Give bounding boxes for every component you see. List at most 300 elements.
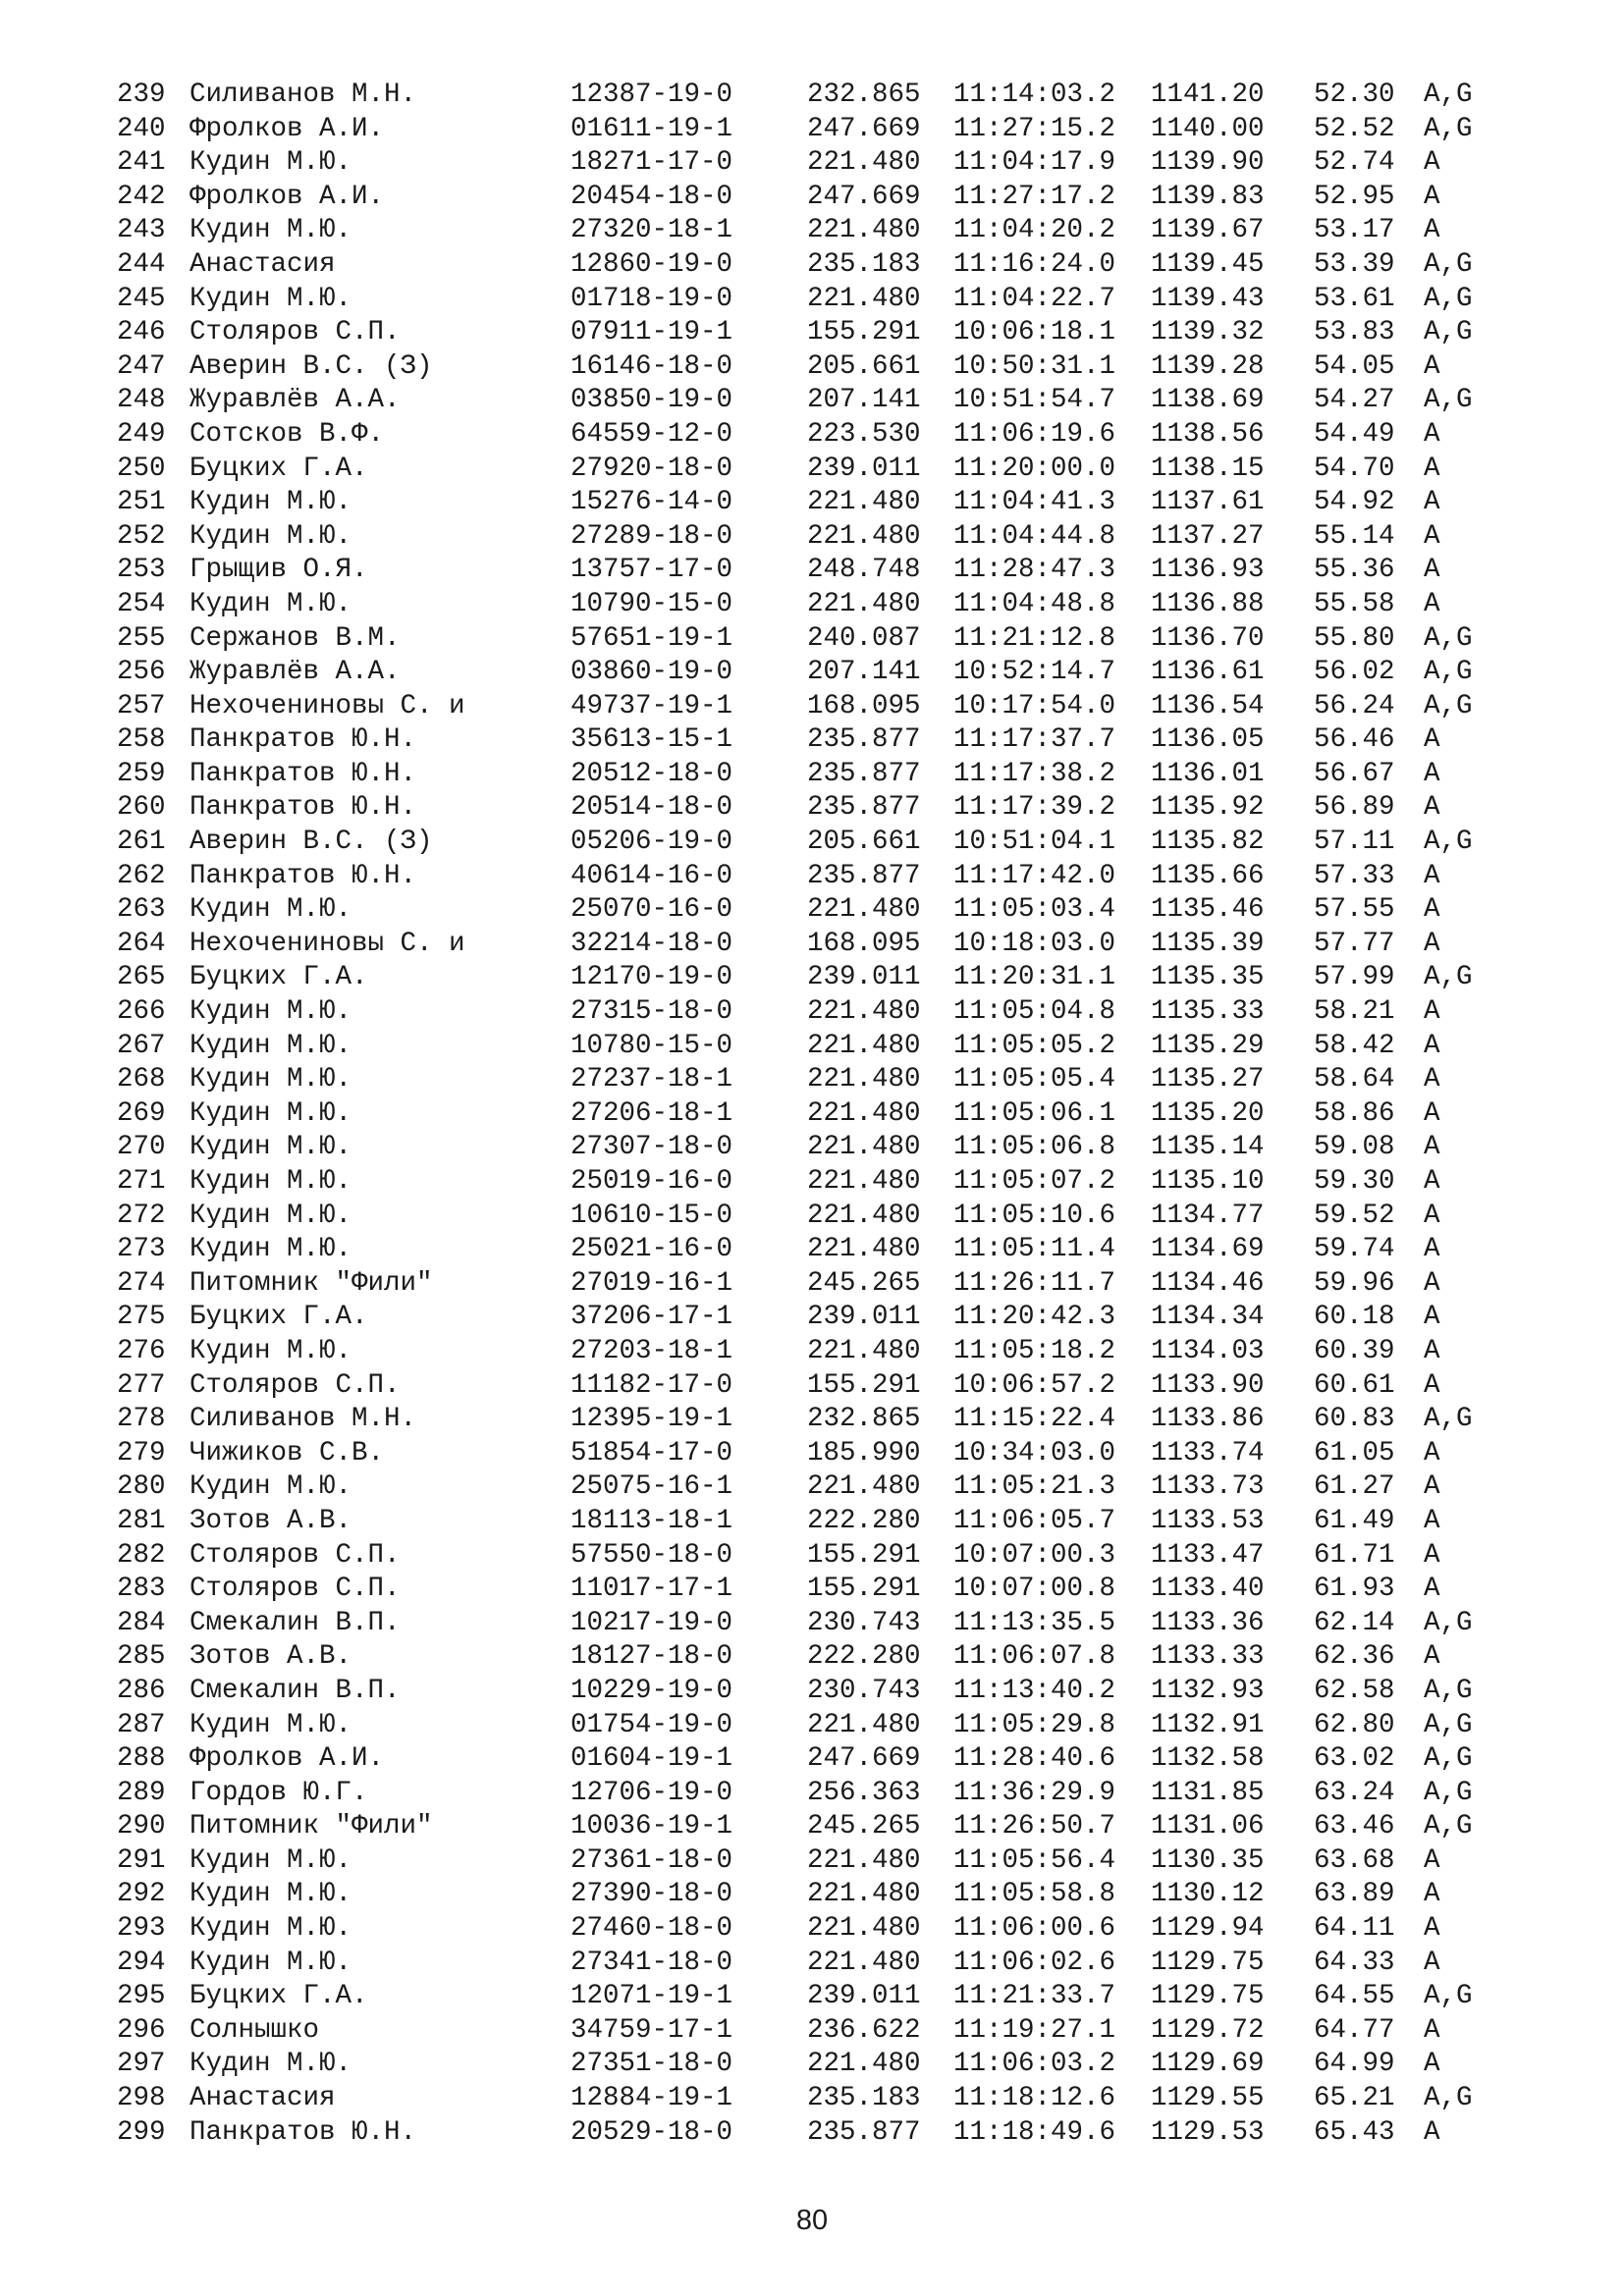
table-row xyxy=(117,1403,1531,1437)
table-row xyxy=(117,690,1531,724)
speed-cell: 1133.53 xyxy=(1151,1505,1265,1536)
arrival-time-cell: 11:05:05.4 xyxy=(953,1064,1116,1095)
arrival-time-cell: 11:36:29.9 xyxy=(953,1777,1116,1808)
flags-cell: A xyxy=(1424,181,1440,212)
distance-cell: 239.011 xyxy=(807,1302,921,1333)
ring-number-cell: 25021-16-0 xyxy=(570,1234,733,1265)
table-row xyxy=(117,1607,1531,1641)
arrival-time-cell: 11:28:40.6 xyxy=(953,1743,1116,1775)
table-row xyxy=(117,1573,1531,1607)
arrival-time-cell: 11:06:03.2 xyxy=(953,2049,1116,2080)
distance-cell: 221.480 xyxy=(807,215,921,246)
table-row xyxy=(117,453,1531,487)
place-cell: 263 xyxy=(117,894,166,926)
arrival-time-cell: 11:27:15.2 xyxy=(953,113,1116,144)
arrival-time-cell: 11:05:05.2 xyxy=(953,1030,1116,1061)
flags-cell: A,G xyxy=(1424,1981,1473,2012)
coefficient-cell: 63.68 xyxy=(1314,1844,1395,1876)
table-row xyxy=(117,1233,1531,1267)
distance-cell: 205.661 xyxy=(807,827,921,858)
speed-cell: 1133.47 xyxy=(1151,1539,1265,1571)
coefficient-cell: 52.52 xyxy=(1314,113,1395,144)
table-row xyxy=(117,2116,1531,2151)
coefficient-cell: 54.49 xyxy=(1314,418,1395,450)
owner-name-cell: Кудин М.Ю. xyxy=(189,1200,352,1231)
arrival-time-cell: 11:20:00.0 xyxy=(953,453,1116,484)
place-cell: 278 xyxy=(117,1404,166,1435)
arrival-time-cell: 11:05:29.8 xyxy=(953,1709,1116,1740)
ring-number-cell: 27019-16-1 xyxy=(570,1267,733,1299)
place-cell: 283 xyxy=(117,1574,166,1605)
flags-cell: A,G xyxy=(1424,827,1473,858)
ring-number-cell: 27315-18-0 xyxy=(570,996,733,1028)
coefficient-cell: 60.61 xyxy=(1314,1369,1395,1401)
table-row xyxy=(117,486,1531,520)
place-cell: 268 xyxy=(117,1064,166,1095)
place-cell: 261 xyxy=(117,827,166,858)
distance-cell: 221.480 xyxy=(807,2049,921,2080)
coefficient-cell: 53.17 xyxy=(1314,215,1395,246)
flags-cell: A xyxy=(1424,2116,1440,2148)
flags-cell: A,G xyxy=(1424,248,1473,280)
owner-name-cell: Буцких Г.А. xyxy=(189,1302,368,1333)
table-row xyxy=(117,1267,1531,1302)
owner-name-cell: Кудин М.Ю. xyxy=(189,1471,352,1503)
place-cell: 288 xyxy=(117,1743,166,1775)
flags-cell: A,G xyxy=(1424,962,1473,993)
table-row xyxy=(117,1709,1531,1743)
coefficient-cell: 59.52 xyxy=(1314,1200,1395,1231)
distance-cell: 155.291 xyxy=(807,1539,921,1571)
place-cell: 290 xyxy=(117,1811,166,1842)
ring-number-cell: 34759-17-1 xyxy=(570,2014,733,2046)
speed-cell: 1134.34 xyxy=(1151,1302,1265,1333)
distance-cell: 221.480 xyxy=(807,1947,921,1978)
speed-cell: 1129.94 xyxy=(1151,1913,1265,1945)
distance-cell: 221.480 xyxy=(807,1335,921,1366)
owner-name-cell: Кудин М.Ю. xyxy=(189,894,352,926)
distance-cell: 205.661 xyxy=(807,350,921,382)
table-row xyxy=(117,1369,1531,1404)
speed-cell: 1137.61 xyxy=(1151,487,1265,518)
place-cell: 264 xyxy=(117,928,166,959)
coefficient-cell: 54.27 xyxy=(1314,385,1395,416)
table-row xyxy=(117,995,1531,1030)
speed-cell: 1130.12 xyxy=(1151,1879,1265,1910)
flags-cell: A,G xyxy=(1424,1709,1473,1740)
distance-cell: 221.480 xyxy=(807,1030,921,1061)
flags-cell: A xyxy=(1424,1200,1440,1231)
flags-cell: A,G xyxy=(1424,2083,1473,2114)
arrival-time-cell: 11:04:20.2 xyxy=(953,215,1116,246)
speed-cell: 1134.69 xyxy=(1151,1234,1265,1265)
distance-cell: 232.865 xyxy=(807,80,921,110)
coefficient-cell: 65.21 xyxy=(1314,2083,1395,2114)
place-cell: 275 xyxy=(117,1302,166,1333)
ring-number-cell: 27341-18-0 xyxy=(570,1947,733,1978)
speed-cell: 1129.55 xyxy=(1151,2083,1265,2114)
speed-cell: 1138.56 xyxy=(1151,418,1265,450)
flags-cell: A xyxy=(1424,1574,1440,1605)
table-row xyxy=(117,316,1531,350)
table-row xyxy=(117,723,1531,758)
arrival-time-cell: 10:52:14.7 xyxy=(953,657,1116,688)
arrival-time-cell: 11:13:40.2 xyxy=(953,1675,1116,1706)
speed-cell: 1135.66 xyxy=(1151,860,1265,891)
table-row xyxy=(117,1675,1531,1709)
distance-cell: 236.622 xyxy=(807,2014,921,2046)
owner-name-cell: Фролков А.И. xyxy=(189,1743,385,1775)
ring-number-cell: 01718-19-0 xyxy=(570,283,733,314)
flags-cell: A xyxy=(1424,1064,1440,1095)
owner-name-cell: Зотов А.В. xyxy=(189,1641,352,1673)
table-row xyxy=(117,1063,1531,1097)
ring-number-cell: 12860-19-0 xyxy=(570,248,733,280)
distance-cell: 221.480 xyxy=(807,1166,921,1197)
distance-cell: 221.480 xyxy=(807,1913,921,1945)
coefficient-cell: 58.42 xyxy=(1314,1030,1395,1061)
table-row xyxy=(117,2082,1531,2116)
table-row xyxy=(117,791,1531,826)
speed-cell: 1134.46 xyxy=(1151,1267,1265,1299)
ring-number-cell: 32214-18-0 xyxy=(570,928,733,959)
coefficient-cell: 58.21 xyxy=(1314,996,1395,1028)
speed-cell: 1132.93 xyxy=(1151,1675,1265,1706)
coefficient-cell: 65.43 xyxy=(1314,2116,1395,2148)
place-cell: 241 xyxy=(117,147,166,179)
place-cell: 243 xyxy=(117,215,166,246)
arrival-time-cell: 11:21:33.7 xyxy=(953,1981,1116,2012)
place-cell: 296 xyxy=(117,2014,166,2046)
arrival-time-cell: 10:51:54.7 xyxy=(953,385,1116,416)
arrival-time-cell: 10:50:31.1 xyxy=(953,350,1116,382)
flags-cell: A,G xyxy=(1424,113,1473,144)
owner-name-cell: Кудин М.Ю. xyxy=(189,1234,352,1265)
owner-name-cell: Панкратов Ю.Н. xyxy=(189,724,417,756)
owner-name-cell: Кудин М.Ю. xyxy=(189,1064,352,1095)
flags-cell: A,G xyxy=(1424,283,1473,314)
flags-cell: A xyxy=(1424,2049,1440,2080)
arrival-time-cell: 11:28:47.3 xyxy=(953,555,1116,586)
distance-cell: 247.669 xyxy=(807,181,921,212)
coefficient-cell: 58.64 xyxy=(1314,1064,1395,1095)
owner-name-cell: Гордов Ю.Г. xyxy=(189,1777,368,1808)
table-row xyxy=(117,79,1531,113)
coefficient-cell: 59.96 xyxy=(1314,1267,1395,1299)
flags-cell: A xyxy=(1424,1844,1440,1876)
speed-cell: 1130.35 xyxy=(1151,1844,1265,1876)
coefficient-cell: 59.08 xyxy=(1314,1132,1395,1163)
speed-cell: 1135.20 xyxy=(1151,1097,1265,1129)
owner-name-cell: Панкратов Ю.Н. xyxy=(189,792,417,824)
speed-cell: 1141.20 xyxy=(1151,80,1265,110)
flags-cell: A xyxy=(1424,1335,1440,1366)
arrival-time-cell: 11:05:10.6 xyxy=(953,1200,1116,1231)
speed-cell: 1135.27 xyxy=(1151,1064,1265,1095)
owner-name-cell: Столяров С.П. xyxy=(189,1539,401,1571)
distance-cell: 207.141 xyxy=(807,385,921,416)
arrival-time-cell: 11:05:18.2 xyxy=(953,1335,1116,1366)
speed-cell: 1136.70 xyxy=(1151,622,1265,654)
flags-cell: A,G xyxy=(1424,1777,1473,1808)
place-cell: 292 xyxy=(117,1879,166,1910)
speed-cell: 1133.73 xyxy=(1151,1471,1265,1503)
arrival-time-cell: 11:20:31.1 xyxy=(953,962,1116,993)
flags-cell: A xyxy=(1424,1132,1440,1163)
speed-cell: 1135.92 xyxy=(1151,792,1265,824)
owner-name-cell: Кудин М.Ю. xyxy=(189,996,352,1028)
table-row xyxy=(117,1878,1531,1912)
owner-name-cell: Кудин М.Ю. xyxy=(189,1844,352,1876)
table-row xyxy=(117,1097,1531,1132)
speed-cell: 1140.00 xyxy=(1151,113,1265,144)
owner-name-cell: Панкратов Ю.Н. xyxy=(189,860,417,891)
coefficient-cell: 59.30 xyxy=(1314,1166,1395,1197)
coefficient-cell: 55.58 xyxy=(1314,588,1395,619)
distance-cell: 235.183 xyxy=(807,248,921,280)
ring-number-cell: 25019-16-0 xyxy=(570,1166,733,1197)
distance-cell: 221.480 xyxy=(807,588,921,619)
ring-number-cell: 12170-19-0 xyxy=(570,962,733,993)
owner-name-cell: Кудин М.Ю. xyxy=(189,1709,352,1740)
coefficient-cell: 63.89 xyxy=(1314,1879,1395,1910)
flags-cell: A,G xyxy=(1424,1675,1473,1706)
place-cell: 270 xyxy=(117,1132,166,1163)
speed-cell: 1135.82 xyxy=(1151,827,1265,858)
distance-cell: 221.480 xyxy=(807,1844,921,1876)
flags-cell: A xyxy=(1424,520,1440,552)
flags-cell: A,G xyxy=(1424,317,1473,348)
ring-number-cell: 37206-17-1 xyxy=(570,1302,733,1333)
owner-name-cell: Кудин М.Ю. xyxy=(189,1335,352,1366)
owner-name-cell: Нехочениновы С. и xyxy=(189,690,465,721)
place-cell: 282 xyxy=(117,1539,166,1571)
speed-cell: 1139.45 xyxy=(1151,248,1265,280)
table-row xyxy=(117,1505,1531,1539)
ring-number-cell: 16146-18-0 xyxy=(570,350,733,382)
arrival-time-cell: 11:18:12.6 xyxy=(953,2083,1116,2114)
owner-name-cell: Кудин М.Ю. xyxy=(189,520,352,552)
place-cell: 254 xyxy=(117,588,166,619)
owner-name-cell: Фролков А.И. xyxy=(189,181,385,212)
coefficient-cell: 60.83 xyxy=(1314,1404,1395,1435)
place-cell: 258 xyxy=(117,724,166,756)
flags-cell: A,G xyxy=(1424,80,1473,110)
flags-cell: A xyxy=(1424,1947,1440,1978)
table-row xyxy=(117,588,1531,622)
ring-number-cell: 18127-18-0 xyxy=(570,1641,733,1673)
flags-cell: A xyxy=(1424,894,1440,926)
table-row xyxy=(117,961,1531,995)
owner-name-cell: Питомник "Фили" xyxy=(189,1811,433,1842)
table-row xyxy=(117,1640,1531,1675)
place-cell: 291 xyxy=(117,1844,166,1876)
ring-number-cell: 20512-18-0 xyxy=(570,758,733,789)
owner-name-cell: Панкратов Ю.Н. xyxy=(189,758,417,789)
ring-number-cell: 01754-19-0 xyxy=(570,1709,733,1740)
distance-cell: 235.877 xyxy=(807,792,921,824)
place-cell: 259 xyxy=(117,758,166,789)
coefficient-cell: 64.11 xyxy=(1314,1913,1395,1945)
distance-cell: 155.291 xyxy=(807,1369,921,1401)
flags-cell: A xyxy=(1424,724,1440,756)
owner-name-cell: Грыщив О.Я. xyxy=(189,555,368,586)
distance-cell: 232.865 xyxy=(807,1404,921,1435)
coefficient-cell: 57.77 xyxy=(1314,928,1395,959)
arrival-time-cell: 11:05:06.1 xyxy=(953,1097,1116,1129)
owner-name-cell: Панкратов Ю.Н. xyxy=(189,2116,417,2148)
place-cell: 293 xyxy=(117,1913,166,1945)
owner-name-cell: Кудин М.Ю. xyxy=(189,2049,352,2080)
ring-number-cell: 01611-19-1 xyxy=(570,113,733,144)
table-row xyxy=(117,248,1531,283)
place-cell: 277 xyxy=(117,1369,166,1401)
coefficient-cell: 53.39 xyxy=(1314,248,1395,280)
ring-number-cell: 10036-19-1 xyxy=(570,1811,733,1842)
distance-cell: 256.363 xyxy=(807,1777,921,1808)
speed-cell: 1139.43 xyxy=(1151,283,1265,314)
distance-cell: 221.480 xyxy=(807,283,921,314)
owner-name-cell: Аверин В.С. (З) xyxy=(189,827,433,858)
distance-cell: 230.743 xyxy=(807,1607,921,1638)
table-row xyxy=(117,1844,1531,1879)
coefficient-cell: 53.61 xyxy=(1314,283,1395,314)
place-cell: 240 xyxy=(117,113,166,144)
ring-number-cell: 18113-18-1 xyxy=(570,1505,733,1536)
speed-cell: 1135.35 xyxy=(1151,962,1265,993)
coefficient-cell: 52.30 xyxy=(1314,80,1395,110)
owner-name-cell: Солнышко xyxy=(189,2014,320,2046)
place-cell: 274 xyxy=(117,1267,166,1299)
place-cell: 244 xyxy=(117,248,166,280)
table-row xyxy=(117,418,1531,453)
coefficient-cell: 57.11 xyxy=(1314,827,1395,858)
table-row xyxy=(117,1437,1531,1471)
arrival-time-cell: 11:04:41.3 xyxy=(953,487,1116,518)
owner-name-cell: Кудин М.Ю. xyxy=(189,147,352,179)
owner-name-cell: Кудин М.Ю. xyxy=(189,1947,352,1978)
place-cell: 273 xyxy=(117,1234,166,1265)
owner-name-cell: Кудин М.Ю. xyxy=(189,1913,352,1945)
ring-number-cell: 27390-18-0 xyxy=(570,1879,733,1910)
table-row xyxy=(117,1165,1531,1200)
flags-cell: A,G xyxy=(1424,657,1473,688)
coefficient-cell: 53.83 xyxy=(1314,317,1395,348)
arrival-time-cell: 10:18:03.0 xyxy=(953,928,1116,959)
distance-cell: 221.480 xyxy=(807,996,921,1028)
place-cell: 285 xyxy=(117,1641,166,1673)
table-row xyxy=(117,554,1531,588)
flags-cell: A,G xyxy=(1424,1404,1473,1435)
ring-number-cell: 27460-18-0 xyxy=(570,1913,733,1945)
owner-name-cell: Кудин М.Ю. xyxy=(189,487,352,518)
speed-cell: 1139.90 xyxy=(1151,147,1265,179)
ring-number-cell: 20529-18-0 xyxy=(570,2116,733,2148)
distance-cell: 239.011 xyxy=(807,962,921,993)
arrival-time-cell: 10:34:03.0 xyxy=(953,1437,1116,1468)
place-cell: 253 xyxy=(117,555,166,586)
distance-cell: 247.669 xyxy=(807,113,921,144)
arrival-time-cell: 10:07:00.3 xyxy=(953,1539,1116,1571)
coefficient-cell: 63.46 xyxy=(1314,1811,1395,1842)
arrival-time-cell: 11:26:50.7 xyxy=(953,1811,1116,1842)
owner-name-cell: Буцких Г.А. xyxy=(189,453,368,484)
table-row xyxy=(117,826,1531,860)
distance-cell: 235.877 xyxy=(807,2116,921,2148)
arrival-time-cell: 11:13:35.5 xyxy=(953,1607,1116,1638)
table-row xyxy=(117,1777,1531,1811)
distance-cell: 221.480 xyxy=(807,1097,921,1129)
place-cell: 287 xyxy=(117,1709,166,1740)
owner-name-cell: Кудин М.Ю. xyxy=(189,1879,352,1910)
coefficient-cell: 61.27 xyxy=(1314,1471,1395,1503)
ring-number-cell: 27289-18-0 xyxy=(570,520,733,552)
arrival-time-cell: 11:05:11.4 xyxy=(953,1234,1116,1265)
distance-cell: 221.480 xyxy=(807,147,921,179)
owner-name-cell: Журавлёв А.А. xyxy=(189,657,401,688)
flags-cell: A,G xyxy=(1424,1743,1473,1775)
distance-cell: 221.480 xyxy=(807,1471,921,1503)
ring-number-cell: 27206-18-1 xyxy=(570,1097,733,1129)
place-cell: 242 xyxy=(117,181,166,212)
speed-cell: 1129.72 xyxy=(1151,2014,1265,2046)
table-row xyxy=(117,1810,1531,1844)
table-row xyxy=(117,928,1531,962)
coefficient-cell: 62.36 xyxy=(1314,1641,1395,1673)
speed-cell: 1136.88 xyxy=(1151,588,1265,619)
coefficient-cell: 55.14 xyxy=(1314,520,1395,552)
table-row xyxy=(117,1200,1531,1234)
owner-name-cell: Столяров С.П. xyxy=(189,1369,401,1401)
arrival-time-cell: 11:27:17.2 xyxy=(953,181,1116,212)
coefficient-cell: 54.70 xyxy=(1314,453,1395,484)
ring-number-cell: 10780-15-0 xyxy=(570,1030,733,1061)
owner-name-cell: Кудин М.Ю. xyxy=(189,1166,352,1197)
arrival-time-cell: 11:17:38.2 xyxy=(953,758,1116,789)
flags-cell: A xyxy=(1424,1437,1440,1468)
ring-number-cell: 27307-18-0 xyxy=(570,1132,733,1163)
coefficient-cell: 64.77 xyxy=(1314,2014,1395,2046)
distance-cell: 222.280 xyxy=(807,1641,921,1673)
place-cell: 256 xyxy=(117,657,166,688)
arrival-time-cell: 11:15:22.4 xyxy=(953,1404,1116,1435)
ring-number-cell: 25070-16-0 xyxy=(570,894,733,926)
arrival-time-cell: 11:05:07.2 xyxy=(953,1166,1116,1197)
page-number: 80 xyxy=(795,2205,829,2236)
owner-name-cell: Нехочениновы С. и xyxy=(189,928,465,959)
table-row xyxy=(117,2048,1531,2082)
flags-cell: A,G xyxy=(1424,622,1473,654)
owner-name-cell: Кудин М.Ю. xyxy=(189,283,352,314)
flags-cell: A xyxy=(1424,1369,1440,1401)
coefficient-cell: 64.55 xyxy=(1314,1981,1395,2012)
ring-number-cell: 07911-19-1 xyxy=(570,317,733,348)
distance-cell: 221.480 xyxy=(807,487,921,518)
ring-number-cell: 12395-19-1 xyxy=(570,1404,733,1435)
table-row xyxy=(117,350,1531,385)
flags-cell: A xyxy=(1424,1030,1440,1061)
place-cell: 247 xyxy=(117,350,166,382)
place-cell: 269 xyxy=(117,1097,166,1129)
table-row xyxy=(117,1947,1531,1981)
arrival-time-cell: 10:06:57.2 xyxy=(953,1369,1116,1401)
ring-number-cell: 27237-18-1 xyxy=(570,1064,733,1095)
arrival-time-cell: 11:06:00.6 xyxy=(953,1913,1116,1945)
flags-cell: A xyxy=(1424,350,1440,382)
distance-cell: 235.877 xyxy=(807,860,921,891)
place-cell: 239 xyxy=(117,80,166,110)
speed-cell: 1131.85 xyxy=(1151,1777,1265,1808)
